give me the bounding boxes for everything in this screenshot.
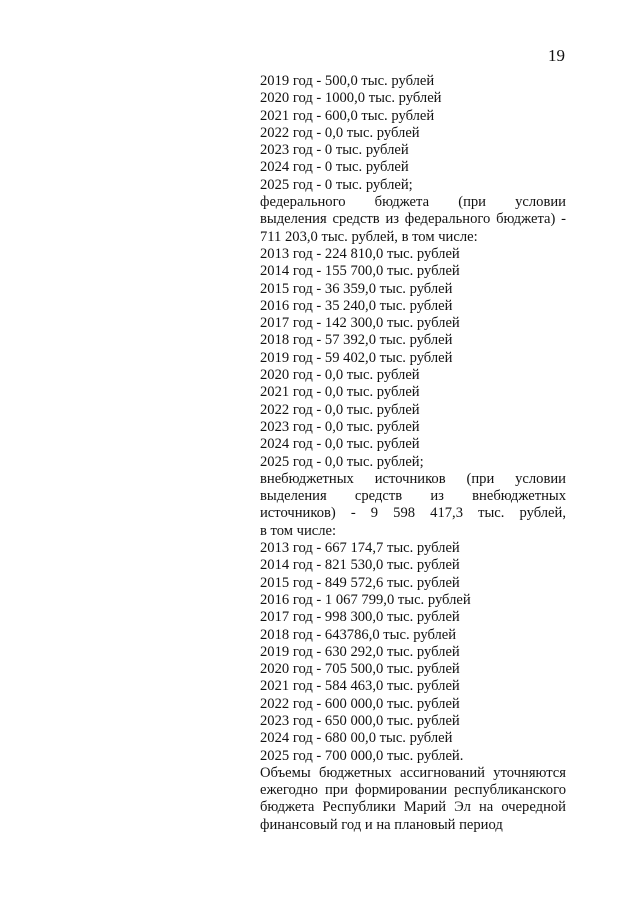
text-line: 2022 год - 600 000,0 тыс. рублей (260, 695, 460, 712)
text-line: выделения средств из федерального бюджета) - (260, 211, 566, 228)
text-line: 2025 год - 0,0 тыс. рублей; (260, 453, 424, 470)
text-line: 2017 год - 142 300,0 тыс. рублей (260, 315, 460, 332)
text-line: 2023 год - 0 тыс. рублей (260, 142, 409, 159)
text-line: 2016 год - 35 240,0 тыс. рублей (260, 297, 453, 314)
text-line: бюджета Республики Марий Эл на очередной (260, 799, 566, 816)
text-line: 2024 год - 0 тыс. рублей (260, 159, 409, 176)
text-line: 2021 год - 0,0 тыс. рублей (260, 384, 420, 401)
text-line: 2014 год - 821 530,0 тыс. рублей (260, 557, 460, 574)
text-line: 2019 год - 630 292,0 тыс. рублей (260, 643, 460, 660)
text-line: 2024 год - 680 00,0 тыс. рублей (260, 730, 453, 747)
text-line: 2013 год - 667 174,7 тыс. рублей (260, 540, 460, 557)
text-line: 2023 год - 650 000,0 тыс. рублей (260, 712, 460, 729)
text-line: в том числе: (260, 522, 337, 539)
text-line: 2020 год - 1000,0 тыс. рублей (260, 90, 442, 107)
text-line: выделения средств из внебюджетных (260, 488, 566, 505)
text-line: внебюджетных источников (при условии (260, 470, 566, 487)
text-line: 2018 год - 57 392,0 тыс. рублей (260, 332, 453, 349)
text-line: 2020 год - 705 500,0 тыс. рублей (260, 661, 460, 678)
text-line: ежегодно при формировании республиканского (260, 782, 566, 799)
text-line: 2019 год - 500,0 тыс. рублей (260, 73, 435, 89)
text-line: 2019 год - 59 402,0 тыс. рублей (260, 349, 453, 366)
text-line: 2018 год - 643786,0 тыс. рублей (260, 626, 457, 643)
text-line: источников) - 9 598 417,3 тыс. рублей, (260, 505, 566, 522)
text-line: 2022 год - 0,0 тыс. рублей (260, 401, 420, 418)
document-body (260, 73, 566, 834)
page-number: 19 (548, 46, 565, 65)
text-line: 2014 год - 155 700,0 тыс. рублей (260, 263, 460, 280)
text-line: 2023 год - 0,0 тыс. рублей (260, 418, 420, 435)
text-line: 2013 год - 224 810,0 тыс. рублей (260, 245, 460, 262)
text-line: 2025 год - 0 тыс. рублей; (260, 176, 413, 193)
text-line: федерального бюджета (при условии (260, 194, 566, 211)
text-line: 2020 год - 0,0 тыс. рублей (260, 367, 420, 384)
text-line: 2024 год - 0,0 тыс. рублей (260, 436, 420, 453)
text-line: 2025 год - 700 000,0 тыс. рублей. (260, 747, 464, 764)
text-line: 2021 год - 584 463,0 тыс. рублей (260, 678, 460, 695)
text-line: 2015 год - 36 359,0 тыс. рублей (260, 280, 453, 297)
text-line: 2015 год - 849 572,6 тыс. рублей (260, 574, 460, 591)
text-line: 711 203,0 тыс. рублей, в том числе: (260, 228, 478, 245)
text-line: 2016 год - 1 067 799,0 тыс. рублей (260, 591, 471, 608)
text-line: 2022 год - 0,0 тыс. рублей (260, 124, 420, 141)
text-line: 2017 год - 998 300,0 тыс. рублей (260, 609, 460, 626)
text-line: Объемы бюджетных ассигнований уточняются (260, 764, 566, 781)
text-line: 2021 год - 600,0 тыс. рублей (260, 107, 435, 124)
text-line: финансовый год и на плановый период (260, 816, 503, 833)
